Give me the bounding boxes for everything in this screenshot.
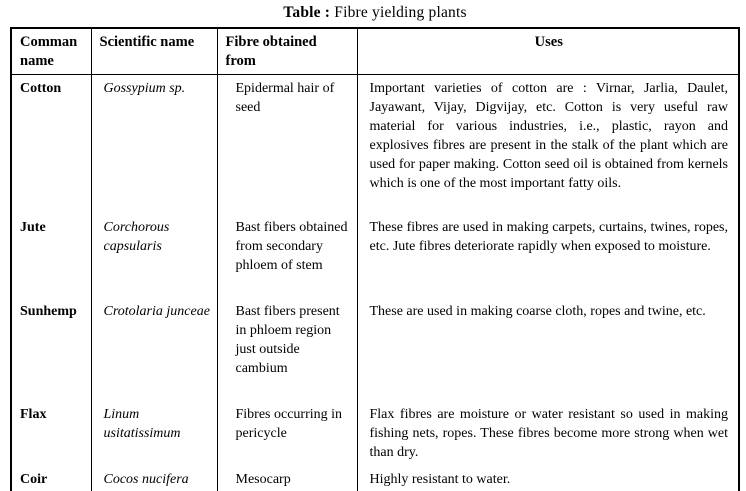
table-row-jute [11, 214, 739, 298]
fibre-yielding-plants-table [10, 27, 740, 491]
cell-scientific-name: Linum usitatissimum [91, 401, 217, 466]
cell-fibre-obtained-from: Bast fibers obtained from secondary phloem of stem [217, 214, 357, 298]
cell-uses: Important varieties of cotton are : Virnar, Jarlia, Daulet, Jayawant, Vijay, Digvijay, etc. Cotton is very useful raw material for various industries, i.e., plastic, rayon and explosives fibres are present in the stalk of the plant which are used for paper making. Cotton seed oil is obtained from kernels which is one of the most important fatty oils. [357, 75, 739, 214]
cell-uses: Flax fibres are moisture or water resistant so used in making fishing nets, ropes. These fibres become more strong when wet than dry. [357, 401, 739, 466]
cell-fibre-obtained-from: Bast fibers present in phloem region just outside cambium [217, 298, 357, 401]
cell-fibre-obtained-from: Epidermal hair of seed [217, 75, 357, 214]
cell-common-name: Jute [11, 214, 91, 298]
table-header-row [11, 28, 739, 75]
cell-scientific-name: Corchorous capsularis [91, 214, 217, 298]
cell-uses: These are used in making coarse cloth, ropes and twine, etc. [357, 298, 739, 401]
table-title [10, 3, 740, 23]
column-header-fibre-obtained-from: Fibre obtained from [217, 28, 357, 75]
cell-uses: These fibres are used in making carpets, curtains, twines, ropes, etc. Jute fibres deteriorate rapidly when exposed to moisture. [357, 214, 739, 298]
table-row-sunhemp [11, 298, 739, 401]
cell-fibre-obtained-from: Mesocarp [217, 466, 357, 491]
cell-scientific-name: Cocos nucifera [91, 466, 217, 491]
cell-common-name: Sunhemp [11, 298, 91, 401]
table-row-flax [11, 401, 739, 466]
cell-common-name: Coir [11, 466, 91, 491]
cell-scientific-name: Gossypium sp. [91, 75, 217, 214]
table-title-text: Fibre yielding plants [330, 4, 467, 21]
column-header-uses: Uses [357, 28, 739, 75]
table-row-cotton [11, 75, 739, 214]
cell-common-name: Flax [11, 401, 91, 466]
cell-fibre-obtained-from: Fibres occurring in pericycle [217, 401, 357, 466]
table-title-prefix: Table : [283, 4, 331, 21]
cell-scientific-name: Crotolaria junceae [91, 298, 217, 401]
column-header-scientific-name: Scientific name [91, 28, 217, 75]
cell-common-name: Cotton [11, 75, 91, 214]
cell-uses: Highly resistant to water. [357, 466, 739, 491]
table-row-coir [11, 466, 739, 491]
column-header-common-name: Comman name [11, 28, 91, 75]
